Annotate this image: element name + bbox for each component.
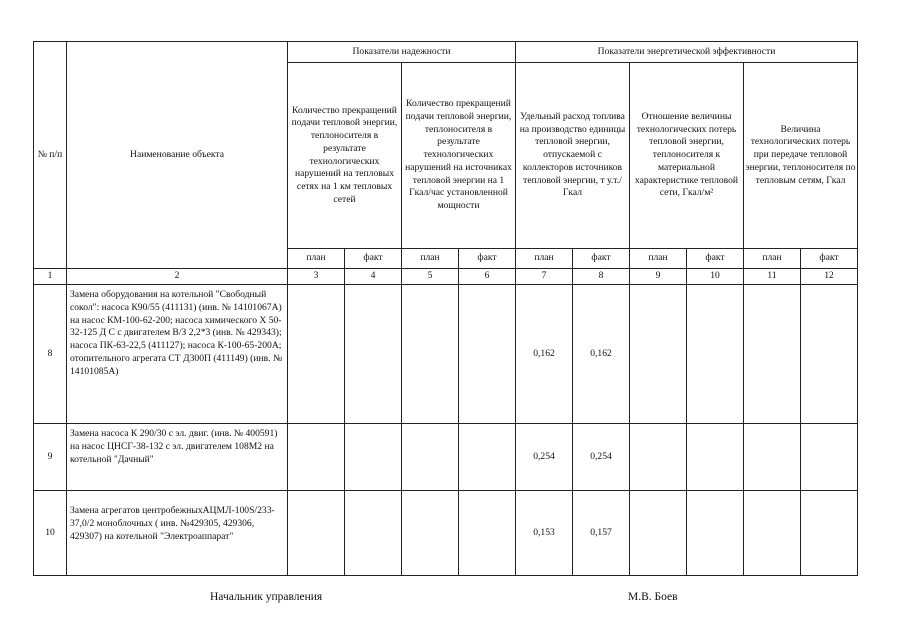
table-row (34, 491, 858, 576)
empty-cell (459, 491, 516, 576)
object-name: Замена оборудования на котельной "Свободный сокол": насоса К90/55 (411131) (инв. № 14101067А) на насос КМ-100-62-200; насоса химического Х 50-32-125 Д С с двигателем В/З 2,2*3 (инв. № 429343); насоса ПК-63-22,5 (411127); насоса К-100-65-200А; отопительного агрегата СТ Д300П (411149) (инв. № 14101085А) (67, 285, 288, 424)
signature-name: М.В. Боев (628, 591, 678, 603)
plan-label: план (630, 249, 687, 269)
object-name: Замена насоса К 290/30 с эл. двиг. (инв. № 400591) на насос ЦНСГ-38-132 с эл. двигателем 108М2 на котельной "Дачный" (67, 424, 288, 491)
empty-cell (459, 285, 516, 424)
plan-label: план (744, 249, 801, 269)
fact-label: факт (573, 249, 630, 269)
column-number: 2 (67, 269, 288, 285)
empty-cell (288, 491, 345, 576)
empty-cell (402, 491, 459, 576)
empty-cell (801, 491, 858, 576)
indicator-loss-ratio: Отношение величины технологических потерь тепловой энергии, теплоносителя к материальной характеристике тепловой сети, Гкал/м² (630, 63, 744, 249)
empty-cell (801, 424, 858, 491)
column-number: 1 (34, 269, 67, 285)
empty-cell (687, 424, 744, 491)
group-efficiency: Показатели энергетической эффективности (516, 42, 858, 63)
empty-cell (744, 285, 801, 424)
indicator-source-outages: Количество прекращений подачи тепловой энергии, теплоносителя в результате технологических нарушений на источниках тепловой энергии на 1 Гкал/час установленной мощности (402, 63, 516, 249)
column-number: 8 (573, 269, 630, 285)
empty-cell (402, 424, 459, 491)
empty-cell (459, 424, 516, 491)
column-number: 5 (402, 269, 459, 285)
group-reliability: Показатели надежности (288, 42, 516, 63)
fuel-fact-value: 0,157 (573, 491, 630, 576)
fact-label: факт (801, 249, 858, 269)
object-name: Замена агрегатов центробежныхАЦМЛ-100S/233-37,0/2 моноблочных ( инв. №429305, 429306, 429307) на котельной "Электроаппарат" (67, 491, 288, 576)
empty-cell (630, 285, 687, 424)
fuel-fact-value: 0,162 (573, 285, 630, 424)
empty-cell (288, 424, 345, 491)
empty-cell (345, 285, 402, 424)
column-number: 11 (744, 269, 801, 285)
empty-cell (630, 491, 687, 576)
empty-cell (687, 491, 744, 576)
plan-label: план (402, 249, 459, 269)
fact-label: факт (459, 249, 516, 269)
fact-label: факт (345, 249, 402, 269)
row-number: 8 (34, 285, 67, 424)
empty-cell (687, 285, 744, 424)
column-number: 9 (630, 269, 687, 285)
empty-cell (402, 285, 459, 424)
empty-cell (801, 285, 858, 424)
column-number: 12 (801, 269, 858, 285)
row-number: 10 (34, 491, 67, 576)
column-number: 3 (288, 269, 345, 285)
fuel-plan-value: 0,153 (516, 491, 573, 576)
empty-cell (288, 285, 345, 424)
fuel-plan-value: 0,162 (516, 285, 573, 424)
fact-label: факт (687, 249, 744, 269)
empty-cell (345, 424, 402, 491)
indicator-transfer-losses: Величина технологических потерь при передаче тепловой энергии, теплоносителя по тепловым сетям, Гкал (744, 63, 858, 249)
table-row (34, 285, 858, 424)
empty-cell (630, 424, 687, 491)
fuel-fact-value: 0,254 (573, 424, 630, 491)
empty-cell (744, 491, 801, 576)
table-row (34, 424, 858, 491)
column-number: 10 (687, 269, 744, 285)
indicator-network-outages: Количество прекращений подачи тепловой энергии, теплоносителя в результате технологических нарушений на тепловых сетях на 1 км тепловых сетей (288, 63, 402, 249)
row-number: 9 (34, 424, 67, 491)
fuel-plan-value: 0,254 (516, 424, 573, 491)
column-number: 6 (459, 269, 516, 285)
empty-cell (744, 424, 801, 491)
header-name: Наименование объекта (67, 42, 288, 269)
column-number-row (34, 269, 858, 285)
indicator-fuel-consumption: Удельный расход топлива на производство единицы тепловой энергии, отпускаемой с коллекторов источников тепловой энергии, т у.т./Гкал (516, 63, 630, 249)
signature-position: Начальник управления (210, 591, 323, 603)
plan-label: план (516, 249, 573, 269)
column-number: 7 (516, 269, 573, 285)
column-number: 4 (345, 269, 402, 285)
header-num: № п/п (34, 42, 67, 269)
indicators-table (33, 41, 858, 576)
empty-cell (345, 491, 402, 576)
plan-label: план (288, 249, 345, 269)
